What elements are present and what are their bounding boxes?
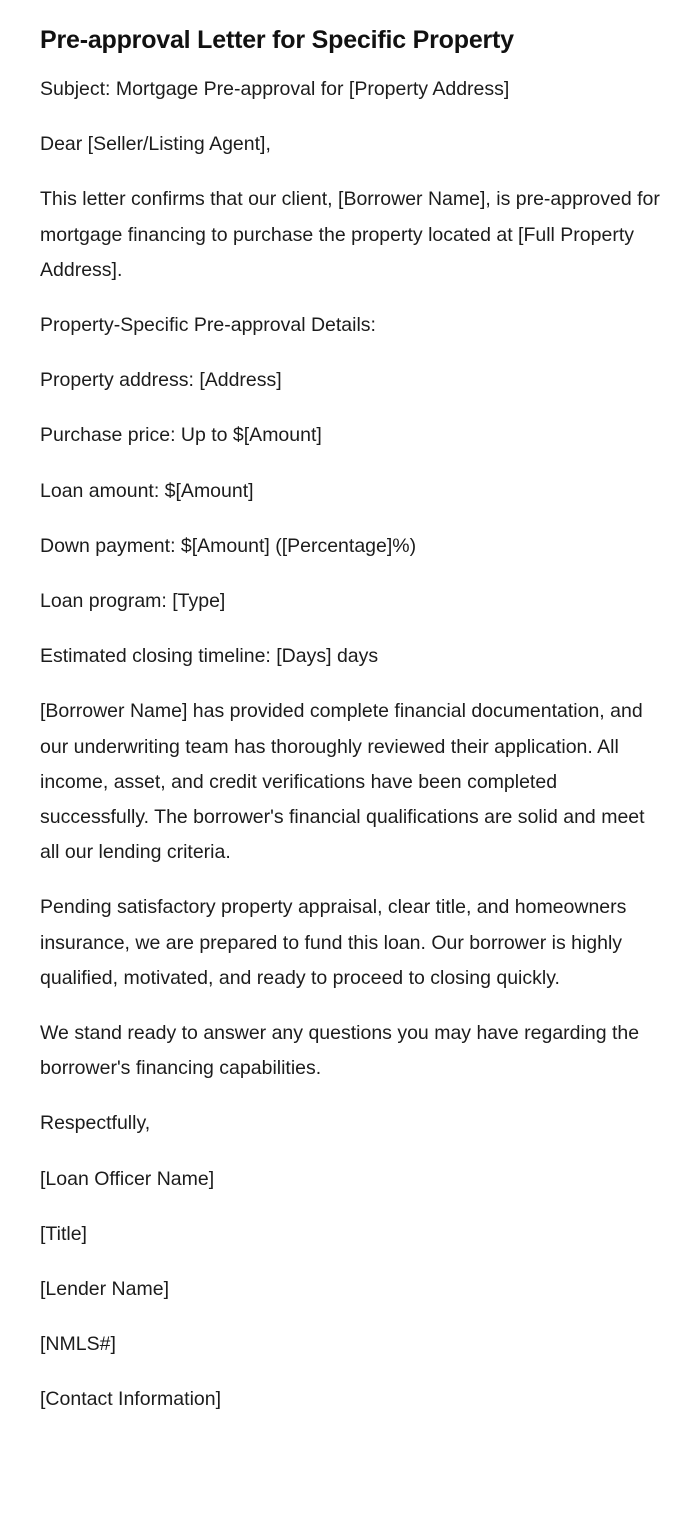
details-heading: Property-Specific Pre-approval Details: [40,314,376,337]
signature-contact: [Contact Information] [40,1388,222,1411]
subject-line: Subject: Mortgage Pre-approval for [Property Address] [40,78,510,100]
signature-lender: [Lender Name] [40,1278,169,1301]
intro-paragraph: This letter confirms that our client, [Borrower Name], is pre-approved for mortgage financing to purchase the property located at [Full Property Address]. [40,188,660,281]
detail-loan-program: Loan program: [Type] [40,590,226,613]
letter-title: Pre-approval Letter for Specific Property [40,26,514,54]
detail-purchase-price: Purchase price: Up to $[Amount] [40,424,322,447]
closing-line: Respectfully, [40,1112,151,1135]
salutation: Dear [Seller/Listing Agent], [40,133,271,156]
questions-paragraph: We stand ready to answer any questions you may have regarding the borrower's financing capabilities. [40,1022,640,1080]
detail-loan-amount: Loan amount: $[Amount] [40,479,254,502]
detail-down-payment: Down payment: $[Amount] ([Percentage]%) [40,534,417,557]
documentation-paragraph: [Borrower Name] has provided complete financial documentation, and our underwriting team has thoroughly reviewed their application. All income, asset, and credit verifications have been completed successfully. The borrower's financial qualifications are solid and meet all our lending criteria. [40,700,645,864]
detail-property-address: Property address: [Address] [40,369,282,392]
funding-paragraph: Pending satisfactory property appraisal, clear title, and homeowners insurance, we are prepared to fund this loan. Our borrower is highly qualified, motivated, and ready to proceed to closing quickly. [40,896,627,989]
detail-closing-timeline: Estimated closing timeline: [Days] days [40,645,379,668]
signature-nmls: [NMLS#] [40,1333,116,1356]
signature-name: [Loan Officer Name] [40,1167,215,1190]
signature-title: [Title] [40,1222,87,1245]
